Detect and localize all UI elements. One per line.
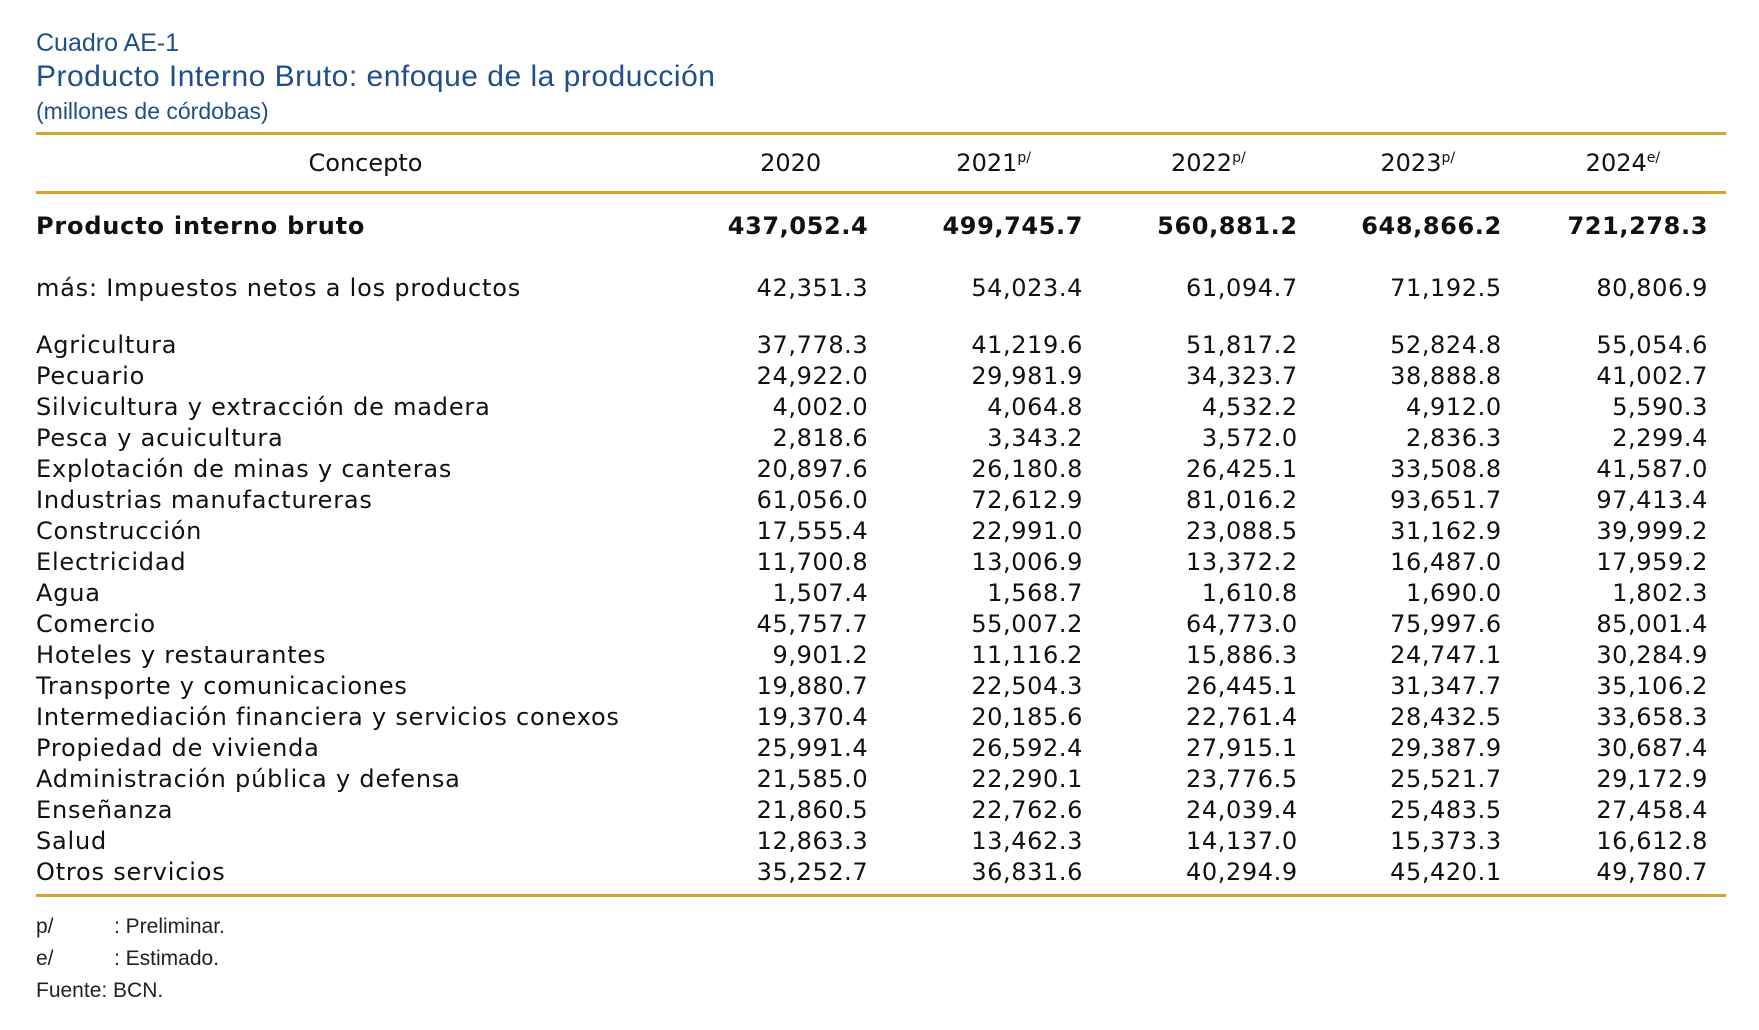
header-year-mark: p/ — [1232, 150, 1246, 166]
cell-value: 17,555.4 — [756, 517, 869, 545]
row-label: Otros servicios — [36, 858, 226, 886]
header-row — [36, 134, 1726, 193]
cell-value: 24,039.4 — [1186, 796, 1298, 824]
header-year-label: 2024 — [1585, 149, 1647, 177]
cell-value: 33,658.3 — [1596, 703, 1708, 731]
gdp-table — [36, 132, 1726, 897]
cell-value: 22,762.6 — [971, 796, 1083, 824]
cell-value: 1,610.8 — [1201, 579, 1298, 607]
cell-value: 13,006.9 — [971, 548, 1083, 576]
cell-value: 13,372.2 — [1186, 548, 1298, 576]
cell-value: 85,001.4 — [1596, 610, 1708, 638]
header-year-label: 2022 — [1171, 149, 1233, 177]
cell-value: 648,866.2 — [1361, 211, 1502, 240]
cell-value: 28,432.5 — [1390, 703, 1502, 731]
table-number: Cuadro AE-1 — [36, 29, 180, 57]
row-label: Intermediación financiera y servicios conexos — [36, 703, 620, 731]
sector-row — [36, 857, 1726, 896]
note-key: e/ — [36, 947, 54, 970]
cell-value: 22,761.4 — [1186, 703, 1298, 731]
sector-row — [36, 640, 1726, 671]
cell-value: 16,487.0 — [1390, 548, 1502, 576]
cell-value: 1,507.4 — [772, 579, 869, 607]
cell-value: 11,700.8 — [756, 548, 869, 576]
cell-value: 41,587.0 — [1596, 455, 1708, 483]
cell-value: 45,757.7 — [756, 610, 869, 638]
row-label: Enseñanza — [36, 796, 174, 824]
cell-value: 21,860.5 — [756, 796, 869, 824]
sector-row — [36, 609, 1726, 640]
header-year-mark: p/ — [1017, 150, 1031, 166]
cell-value: 9,901.2 — [772, 641, 869, 669]
table-title: Producto Interno Bruto: enfoque de la producción — [36, 60, 716, 93]
cell-value: 33,508.8 — [1390, 455, 1502, 483]
cell-value: 2,818.6 — [772, 424, 869, 452]
cell-value: 721,278.3 — [1567, 211, 1708, 240]
header-year-mark: e/ — [1646, 150, 1661, 166]
cell-value: 40,294.9 — [1186, 858, 1298, 886]
header-year-2021 — [886, 134, 1101, 193]
cell-value: 81,016.2 — [1186, 486, 1298, 514]
sector-row — [36, 454, 1726, 485]
header-year-2023 — [1316, 134, 1520, 193]
sector-row — [36, 764, 1726, 795]
cell-value: 55,007.2 — [971, 610, 1083, 638]
cell-value: 71,192.5 — [1390, 273, 1502, 302]
sector-row — [36, 578, 1726, 609]
row-label: Construcción — [36, 517, 203, 545]
sector-row — [36, 516, 1726, 547]
row-label: Pecuario — [36, 362, 146, 390]
cell-value: 499,745.7 — [942, 211, 1083, 240]
header-year-label: 2020 — [760, 149, 822, 177]
sector-row — [36, 392, 1726, 423]
note-preliminary — [36, 911, 1726, 943]
cell-value: 1,568.7 — [987, 579, 1083, 607]
cell-value: 51,817.2 — [1186, 331, 1298, 359]
cell-value: 25,521.7 — [1390, 765, 1502, 793]
cell-value: 15,886.3 — [1186, 641, 1298, 669]
cell-value: 2,836.3 — [1405, 424, 1502, 452]
document — [36, 28, 1726, 1007]
cell-value: 23,088.5 — [1186, 517, 1298, 545]
cell-value: 23,776.5 — [1186, 765, 1298, 793]
cell-value: 34,323.7 — [1186, 362, 1298, 390]
cell-value: 25,991.4 — [756, 734, 869, 762]
cell-value: 4,064.8 — [987, 393, 1083, 421]
cell-value: 22,290.1 — [971, 765, 1083, 793]
sector-row — [36, 547, 1726, 578]
row-label: Industrias manufactureras — [36, 486, 373, 514]
cell-value: 93,651.7 — [1390, 486, 1502, 514]
cell-value: 29,387.9 — [1390, 734, 1502, 762]
row-label: Explotación de minas y canteras — [36, 455, 453, 483]
sector-row — [36, 320, 1726, 361]
sector-row — [36, 361, 1726, 392]
cell-value: 36,831.6 — [971, 858, 1083, 886]
cell-value: 437,052.4 — [727, 211, 869, 240]
source-note: Fuente: BCN. — [36, 979, 164, 1002]
cell-value: 39,999.2 — [1596, 517, 1708, 545]
cell-value: 38,888.8 — [1390, 362, 1502, 390]
cell-value: 52,824.8 — [1390, 331, 1502, 359]
sector-row — [36, 795, 1726, 826]
cell-value: 30,284.9 — [1596, 641, 1708, 669]
cell-value: 30,687.4 — [1596, 734, 1708, 762]
cell-value: 3,572.0 — [1201, 424, 1298, 452]
cell-value: 26,180.8 — [971, 455, 1083, 483]
cell-value: 29,172.9 — [1596, 765, 1708, 793]
cell-value: 27,458.4 — [1596, 796, 1708, 824]
header-year-label: 2021 — [956, 149, 1018, 177]
cell-value: 20,185.6 — [971, 703, 1083, 731]
table-body — [36, 193, 1726, 896]
cell-value: 19,880.7 — [756, 672, 869, 700]
table-units: (millones de córdobas) — [36, 98, 269, 124]
cell-value: 20,897.6 — [756, 455, 869, 483]
row-label: Comercio — [36, 610, 156, 638]
row-label: Propiedad de vivienda — [36, 734, 320, 762]
cell-value: 35,252.7 — [756, 858, 869, 886]
row-label: Pesca y acuicultura — [36, 424, 284, 452]
header-concept: Concepto — [308, 149, 423, 177]
cell-value: 4,912.0 — [1405, 393, 1502, 421]
sector-row — [36, 702, 1726, 733]
cell-value: 41,002.7 — [1596, 362, 1708, 390]
sector-row — [36, 733, 1726, 764]
note-text: : Estimado. — [114, 947, 220, 970]
cell-value: 26,592.4 — [971, 734, 1083, 762]
cell-value: 37,778.3 — [756, 331, 869, 359]
note-text: : Preliminar. — [114, 915, 225, 938]
cell-value: 14,137.0 — [1186, 827, 1298, 855]
sector-row — [36, 671, 1726, 702]
note-estimated — [36, 943, 1726, 975]
cell-value: 22,991.0 — [971, 517, 1083, 545]
cell-value: 61,056.0 — [756, 486, 869, 514]
cell-value: 31,347.7 — [1390, 672, 1502, 700]
cell-value: 22,504.3 — [971, 672, 1083, 700]
cell-value: 560,881.2 — [1157, 211, 1298, 240]
table-notes — [36, 911, 1726, 1007]
cell-value: 97,413.4 — [1596, 486, 1708, 514]
cell-value: 5,590.3 — [1612, 393, 1708, 421]
cell-value: 11,116.2 — [971, 641, 1083, 669]
cell-value: 75,997.6 — [1390, 610, 1502, 638]
row-label: Producto interno bruto — [36, 211, 366, 240]
row-label: Agua — [36, 579, 101, 607]
cell-value: 19,370.4 — [756, 703, 869, 731]
cell-value: 45,420.1 — [1390, 858, 1502, 886]
cell-value: 29,981.9 — [971, 362, 1083, 390]
cell-value: 55,054.6 — [1596, 331, 1708, 359]
row-label: Agricultura — [36, 331, 178, 359]
cell-value: 64,773.0 — [1186, 610, 1298, 638]
cell-value: 80,806.9 — [1596, 273, 1708, 302]
row-label: Transporte y comunicaciones — [36, 672, 408, 700]
cell-value: 2,299.4 — [1612, 424, 1708, 452]
row-label: Salud — [36, 827, 108, 855]
cell-value: 72,612.9 — [971, 486, 1083, 514]
taxes-row — [36, 256, 1726, 320]
sector-row — [36, 826, 1726, 857]
cell-value: 17,959.2 — [1596, 548, 1708, 576]
row-label: Electricidad — [36, 548, 187, 576]
cell-value: 21,585.0 — [756, 765, 869, 793]
cell-value: 49,780.7 — [1596, 858, 1708, 886]
cell-value: 35,106.2 — [1596, 672, 1708, 700]
cell-value: 15,373.3 — [1390, 827, 1502, 855]
row-label: más: Impuestos netos a los productos — [36, 273, 522, 302]
header-year-2024 — [1520, 134, 1726, 193]
cell-value: 4,532.2 — [1201, 393, 1298, 421]
note-key: p/ — [36, 915, 54, 938]
sector-row — [36, 423, 1726, 454]
cell-value: 13,462.3 — [971, 827, 1083, 855]
cell-value: 4,002.0 — [772, 393, 869, 421]
row-label: Administración pública y defensa — [36, 765, 461, 793]
sector-row — [36, 485, 1726, 516]
cell-value: 24,747.1 — [1390, 641, 1502, 669]
cell-value: 26,425.1 — [1186, 455, 1298, 483]
cell-value: 42,351.3 — [756, 273, 869, 302]
cell-value: 25,483.5 — [1390, 796, 1502, 824]
row-label: Hoteles y restaurantes — [36, 641, 327, 669]
cell-value: 26,445.1 — [1186, 672, 1298, 700]
cell-value: 24,922.0 — [756, 362, 869, 390]
cell-value: 12,863.3 — [756, 827, 869, 855]
total-row — [36, 193, 1726, 257]
cell-value: 54,023.4 — [971, 273, 1083, 302]
header-year-mark: p/ — [1441, 150, 1456, 166]
header-year-2022 — [1101, 134, 1316, 193]
cell-value: 31,162.9 — [1390, 517, 1502, 545]
cell-value: 3,343.2 — [987, 424, 1083, 452]
cell-value: 1,802.3 — [1612, 579, 1708, 607]
cell-value: 1,690.0 — [1405, 579, 1502, 607]
cell-value: 61,094.7 — [1186, 273, 1298, 302]
cell-value: 27,915.1 — [1186, 734, 1298, 762]
header-year-2020 — [695, 134, 886, 193]
header-year-label: 2023 — [1380, 149, 1442, 177]
cell-value: 16,612.8 — [1596, 827, 1708, 855]
row-label: Silvicultura y extracción de madera — [36, 393, 491, 421]
cell-value: 41,219.6 — [971, 331, 1083, 359]
